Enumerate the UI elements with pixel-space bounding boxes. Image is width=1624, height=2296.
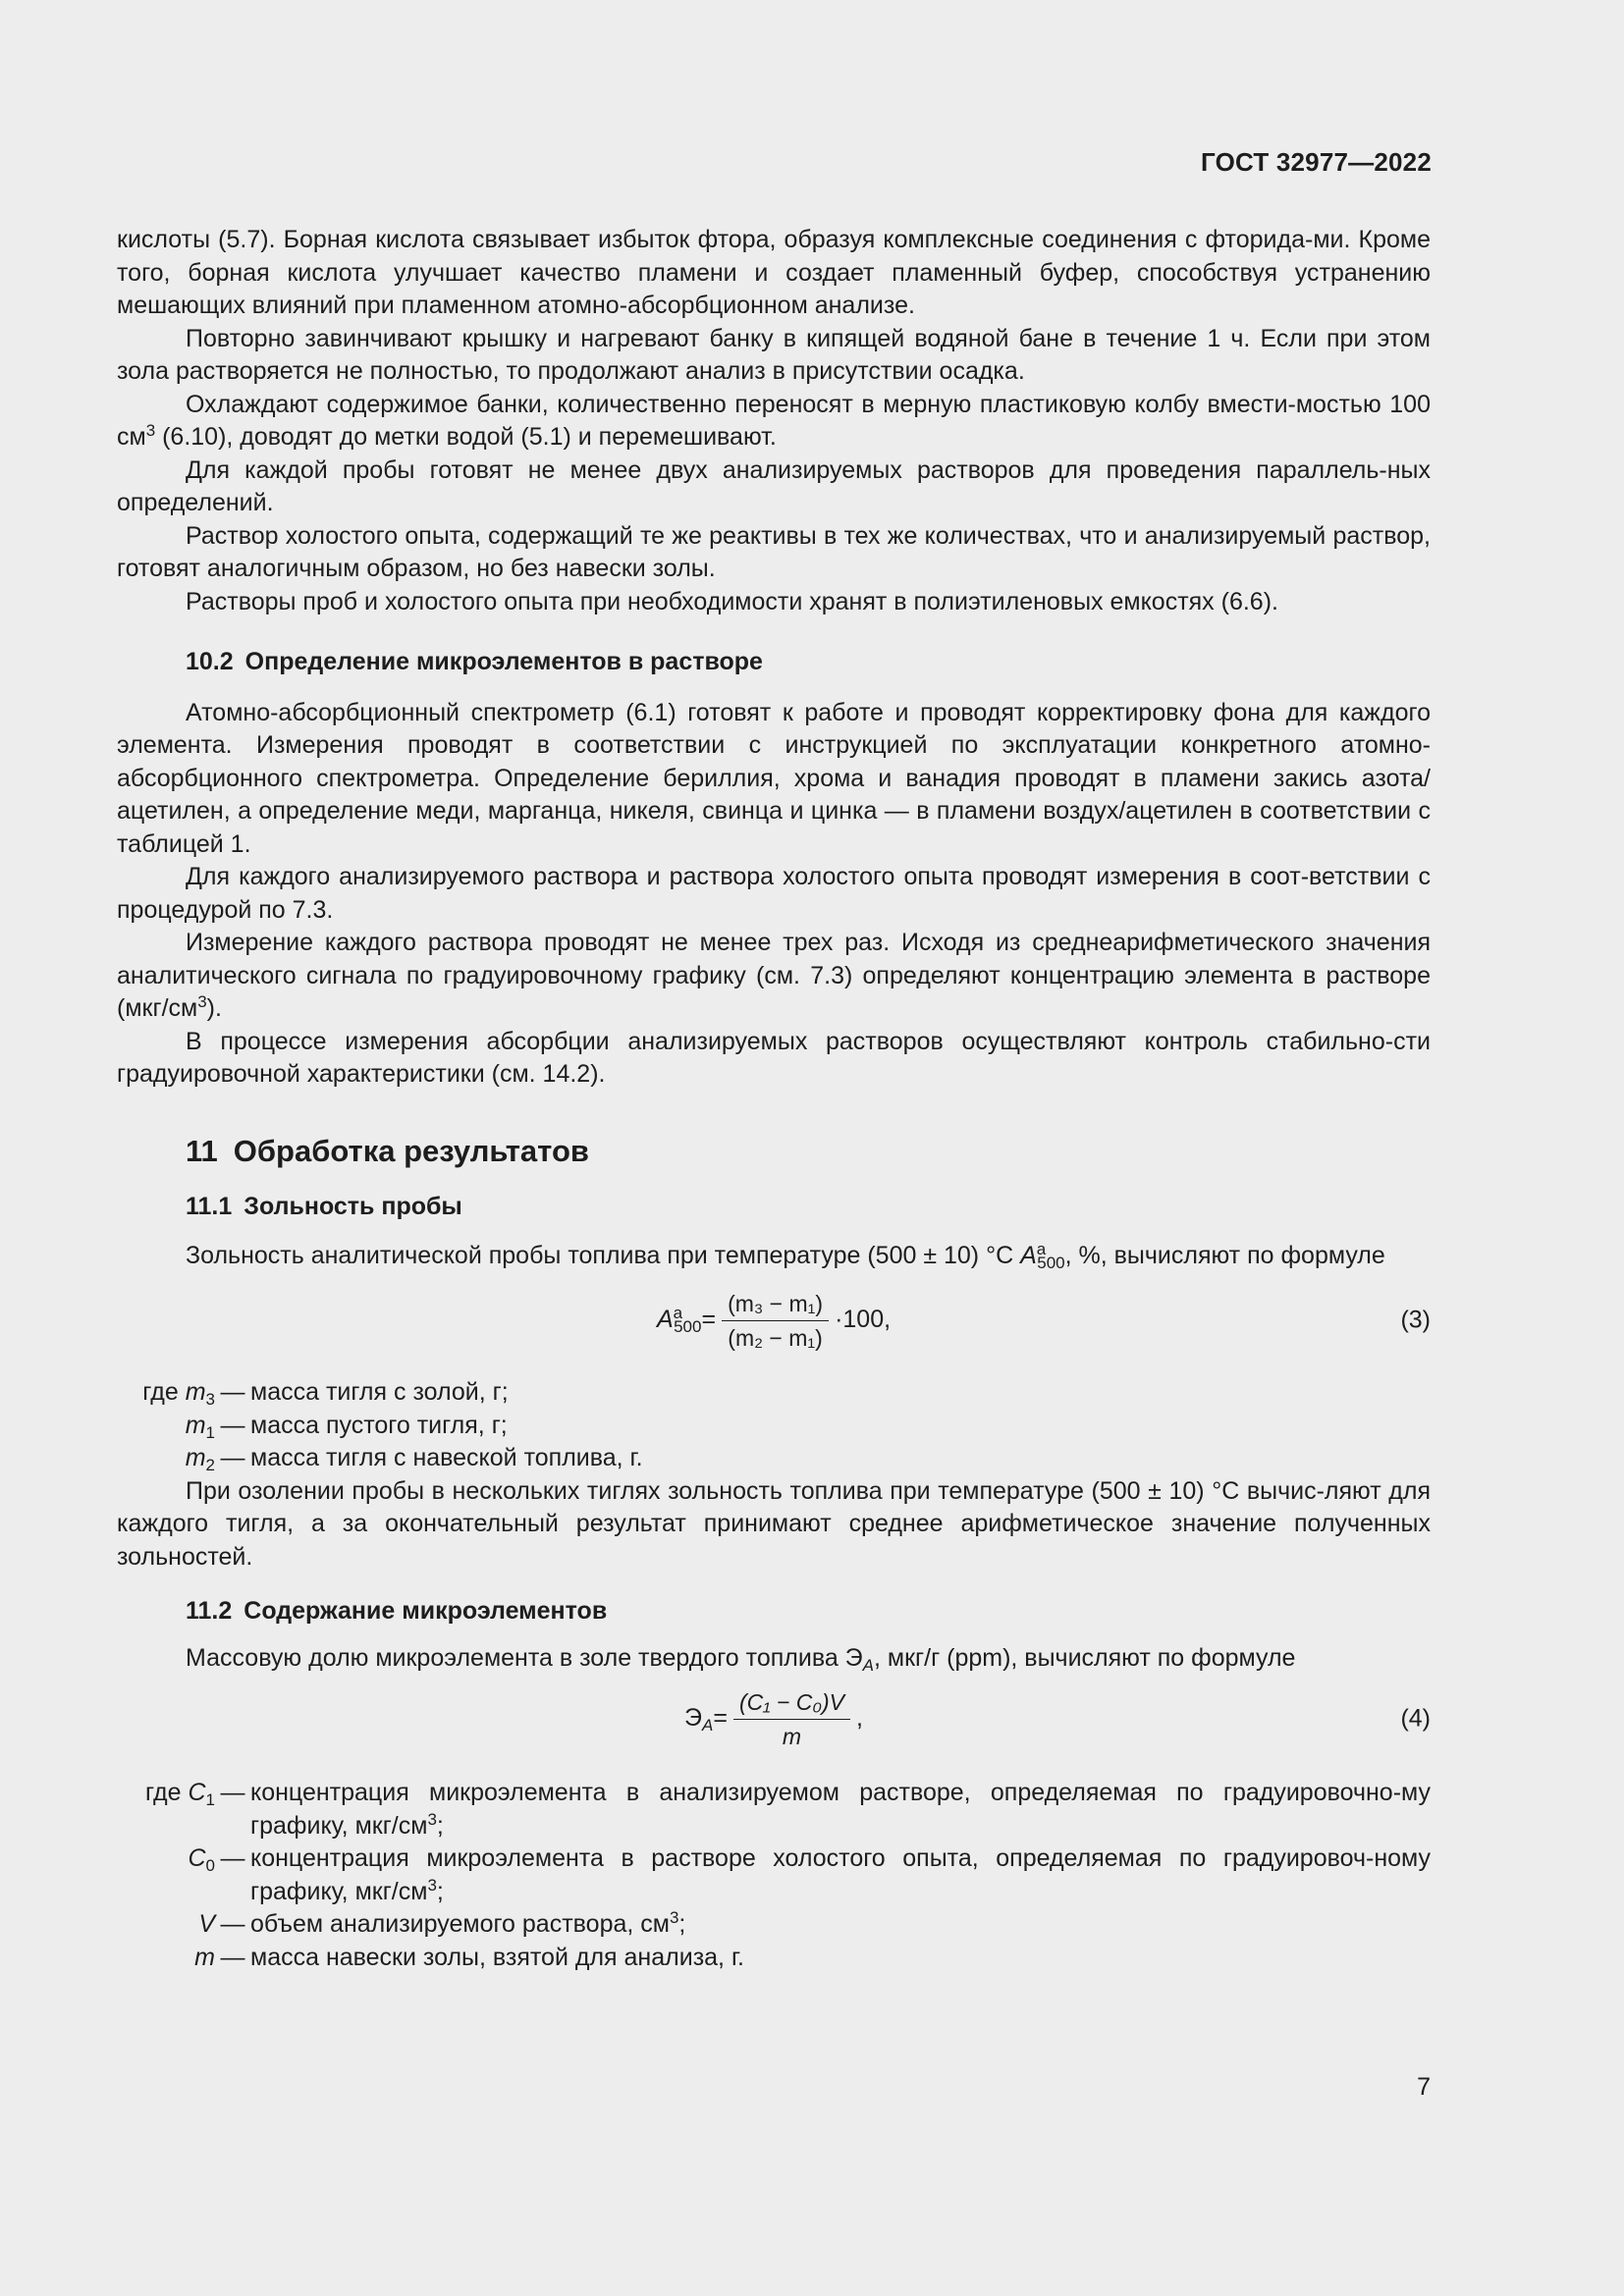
paragraph: При озолении пробы в нескольких тиглях зольность топлива при температуре (500 ± 10) °С вычис-ляют для каждого тигля, а за окончательный результат принимают среднее арифметическое значение полученных зольностей. bbox=[117, 1476, 1431, 1571]
where-description: масса тигля с навеской топлива, г. bbox=[250, 1444, 643, 1471]
where-description: масса пустого тигля, г; bbox=[250, 1411, 508, 1439]
paragraph: Для каждой пробы готовят не менее двух анализируемых растворов для проведения параллель-ных определений. bbox=[117, 455, 1431, 516]
formula-4 bbox=[117, 1677, 1431, 1761]
formula-denominator: (m₂ − m₁) bbox=[728, 1324, 823, 1351]
paragraph: В процессе измерения абсорбции анализируемых растворов осуществляют контроль стабильно-сти градуировочной характеристики (см. 14.2). bbox=[117, 1027, 1431, 1088]
formula-numerator: (m₃ − m₁) bbox=[722, 1289, 829, 1321]
formula-number: (4) bbox=[1400, 1704, 1431, 1733]
paragraph: Атомно-абсорбционный спектрометр (6.1) готовят к работе и проводят корректировку фона для каждого элемента. Измерения проводят в соответствии с инструкцией по эксплуатации конкретного атомно-абсорбционного спектрометра. Определение бериллия, хрома и ванадия проводят в пламени закись азота/ацетилен, а определение меди, марганца, никеля, свинца и цинка — в пламени воздух/ацетилен в соответствии с таблицей 1. bbox=[117, 698, 1431, 858]
where-symbol: m — bbox=[194, 1943, 245, 1971]
where-description: масса навески золы, взятой для анализа, г. bbox=[250, 1943, 744, 1971]
paragraph: Массовую долю микроэлемента в золе твердого топлива $Э_A$, мкг/г (ppm), вычисляют по формуле bbox=[186, 1643, 1296, 1675]
where-description: концентрация микроэлемента в анализируемом растворе, определяемая по градуировочно-му графику, мкг/$см^3$; bbox=[250, 1779, 1431, 1840]
where-symbol: $m_2$ — bbox=[185, 1444, 245, 1474]
formula-lhs: $A^a_{500}$ bbox=[656, 1304, 702, 1337]
formula-denominator: m bbox=[782, 1723, 802, 1749]
paragraph: Для каждого анализируемого раствора и раствора холостого опыта проводят измерения в соот-ветствии с процедурой по 7.3. bbox=[117, 863, 1431, 924]
paragraph: Охлаждают содержимое банки, количественно переносят в мерную пластиковую колбу вмести-мостью 100 $см^3$ (6.10), доводят до метки водой (5.1) и перемешивают. bbox=[117, 390, 1431, 451]
formula-numerator: (C₁ − C₀)V bbox=[733, 1687, 850, 1720]
where-symbol: где $C_1$ — bbox=[145, 1779, 245, 1809]
where-symbol: $C_0$ — bbox=[188, 1844, 245, 1875]
section-heading-11-2: 11.2 Содержание микроэлементов bbox=[186, 1597, 608, 1625]
formula-lhs: $Э_A$ bbox=[684, 1704, 714, 1735]
where-list-3 bbox=[117, 1376, 1431, 1475]
where-symbol: V — bbox=[198, 1910, 245, 1938]
section-heading-11: 11 Обработка результатов bbox=[186, 1133, 589, 1168]
formula-fraction bbox=[733, 1687, 850, 1751]
section-heading-11-1: 11.1 Зольность пробы bbox=[186, 1193, 462, 1220]
formula-tail: , bbox=[856, 1704, 863, 1733]
page-content bbox=[117, 224, 1431, 1974]
where-symbol: где $m_3$ — bbox=[142, 1378, 245, 1409]
paragraph: Повторно завинчивают крышку и нагревают банку в кипящей водяной бане в течение 1 ч. Если при этом зола растворяется не полностью, то продолжают анализ в присутствии осадка. bbox=[117, 324, 1431, 385]
paragraph: Растворы проб и холостого опыта при необходимости хранят в полиэтиленовых емкостях (6.6). bbox=[186, 587, 1278, 615]
where-list-4 bbox=[117, 1777, 1431, 1974]
paragraph: Измерение каждого раствора проводят не менее трех раз. Исходя из среднеарифметического значения аналитического сигнала по градуировочному графику (см. 7.3) определяют концентрацию элемента в растворе $(мкг/см^3)$. bbox=[117, 929, 1431, 1022]
where-description: концентрация микроэлемента в растворе холостого опыта, определяемая по градуировоч-ному графику, мкг/$см^3$; bbox=[250, 1844, 1431, 1905]
formula-fraction bbox=[722, 1289, 829, 1353]
paragraph: Раствор холостого опыта, содержащий те же реактивы в тех же количествах, что и анализируемый раствор, готовят аналогичным образом, но без навески золы. bbox=[117, 521, 1431, 582]
formula-equals: = bbox=[701, 1306, 717, 1334]
where-description: масса тигля с золой, г; bbox=[250, 1378, 509, 1406]
formula-tail: ·100, bbox=[835, 1306, 892, 1334]
paragraph: кислоты (5.7). Борная кислота связывает избыток фтора, образуя комплексные соединения с фторида-ми. Кроме того, борная кислота улучшает качество пламени и создает пламенный буфер, способствуя устранению мешающих влияний при пламенном атомно-абсорбционном анализе. bbox=[117, 226, 1431, 319]
document-header: ГОСТ 32977—2022 bbox=[1201, 147, 1432, 177]
where-symbol: $m_1$ — bbox=[185, 1411, 245, 1442]
paragraph: Зольность аналитической пробы топлива при температуре (500 ± 10) °С $A^a_{500}$, %, вычисляют по формуле bbox=[186, 1239, 1385, 1272]
where-description: объем анализируемого раствора, $см^3$; bbox=[250, 1908, 686, 1938]
formula-3 bbox=[117, 1278, 1431, 1362]
page-number: 7 bbox=[1417, 2073, 1431, 2101]
formula-equals: = bbox=[713, 1704, 728, 1733]
section-heading-10-2: 10.2 Определение микроэлементов в растворе bbox=[186, 648, 763, 675]
formula-number: (3) bbox=[1400, 1306, 1431, 1334]
